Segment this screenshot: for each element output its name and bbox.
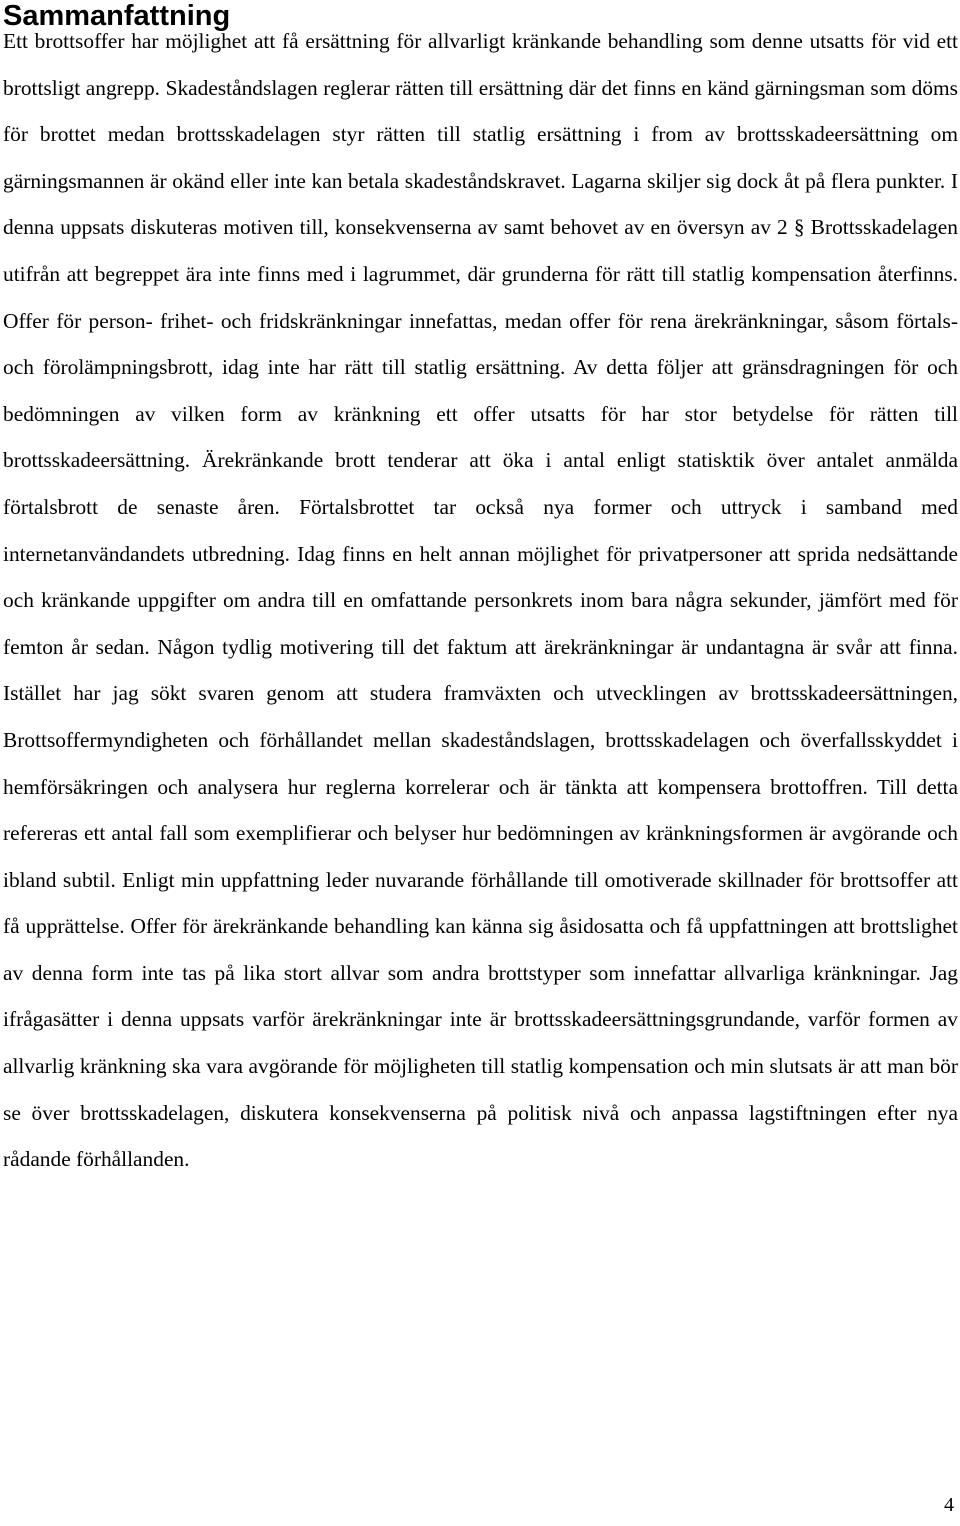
summary-paragraph: Ett brottsoffer har möjlighet att få ersättning för allvarligt kränkande behandling som denne utsatts för vid ett brottsligt angrepp. Skadeståndslagen reglerar rätten till ersättning där det finns en känd gärningsman som döms för brottet medan brottsskadelagen styr rätten till statlig ersättning i from av brottsskadeersättning om gärningsmannen är okänd eller inte kan betala skadeståndskravet. Lagarna skiljer sig dock åt på flera punkter. I denna uppsats diskuteras motiven till, konsekvenserna av samt behovet av en översyn av 2 § Brottsskadelagen utifrån att begreppet ära inte finns med i lagrummet, där grunderna för rätt till statlig kompensation återfinns. Offer för person- frihet- och fridskränkningar innefattas, medan offer för rena ärekränkningar, såsom förtals- och förolämpningsbrott, idag inte har rätt till statlig ersättning. Av detta följer att gränsdragningen för och bedömningen av vilken form av kränkning ett offer utsatts för har stor betydelse för rätten till brottsskadeersättning. Ärekränkande brott tenderar att öka i antal enligt statisktik över antalet anmälda förtalsbrott de senaste åren. Förtalsbrottet tar också nya former och uttryck i samband med internetanvändandets utbredning. Idag finns en helt annan möjlighet för privatpersoner att sprida nedsättande och kränkande uppgifter om andra till en omfattande personkrets inom bara några sekunder, jämfört med för femton år sedan. Någon tydlig motivering till det faktum att ärekränkningar är undantagna är svår att finna. Istället har jag sökt svaren genom att studera framväxten och utvecklingen av brottsskadeersättningen, Brottsoffermyndigheten och förhållandet mellan skadeståndslagen, brottsskadelagen och överfallsskyddet i hemförsäkringen och analysera hur reglerna korrelerar och är tänkta att kompensera brottoffren. Till detta refereras ett antal fall som exemplifierar och belyser hur bedömningen av kränkningsformen är avgörande och ibland subtil. Enligt min uppfattning leder nuvarande förhållande till omotiverade skillnader för brottsoffer att få upprättelse. Offer för ärekränkande behandling kan känna sig åsidosatta och få uppfattningen att brottslighet av denna form inte tas på lika stort allvar som andra brottstyper som innefattar allvarliga kränkningar. Jag ifrågasätter i denna uppsats varför ärekränkningar inte är brottsskadeersättningsgrundande, varför formen av allvarlig kränkning ska vara avgörande för möjligheten till statlig kompensation och min slutsats är att man bör se över brottsskadelagen, diskutera konsekvenserna på politisk nivå och anpassa lagstiftningen efter nya rådande förhållanden. xyxy=(3,29,958,1172)
page-number: 4 xyxy=(944,1494,954,1516)
section-heading: Sammanfattning xyxy=(3,0,231,32)
